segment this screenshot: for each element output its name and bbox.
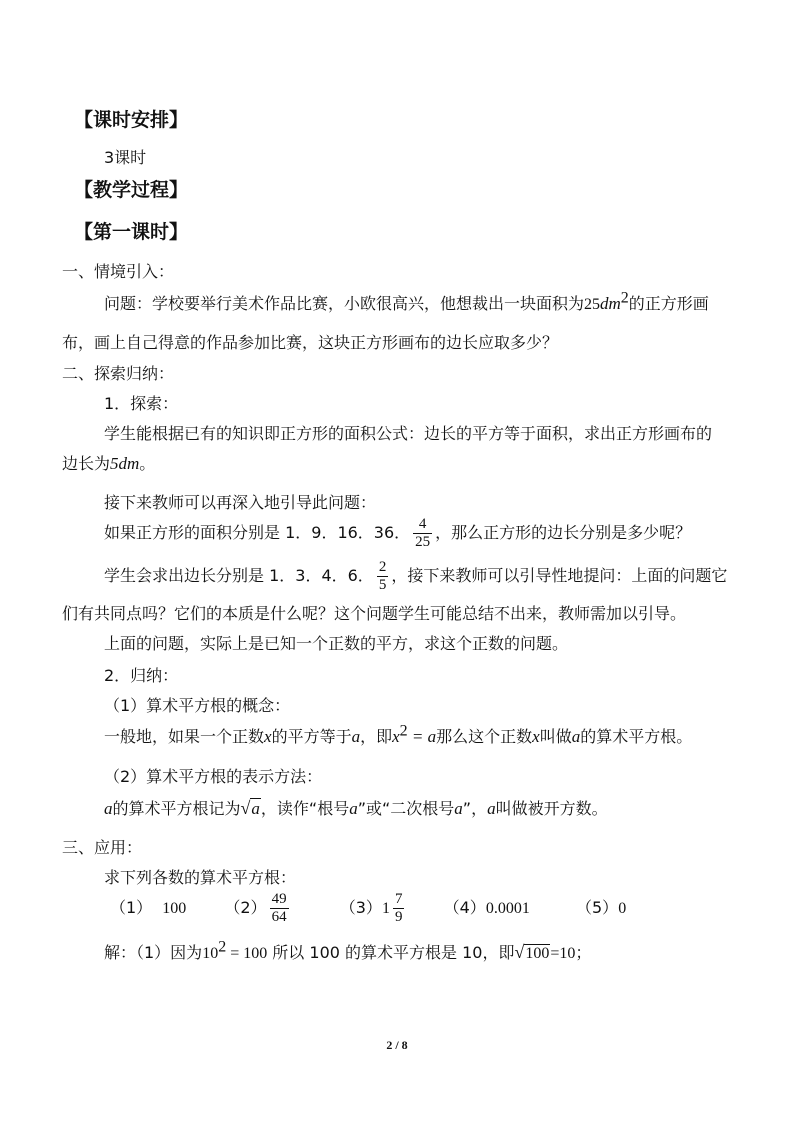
notation-paragraph — [104, 798, 608, 820]
concept-title: （1）算术平方根的概念： — [104, 696, 291, 715]
concept-text-d: 那么这个正数 — [436, 727, 533, 746]
fraction-numerator: 4 — [413, 516, 432, 534]
variable-x: x — [264, 727, 272, 746]
solution-exponent: 2 — [218, 938, 227, 956]
guide-text-b: ，那么正方形的边长分别是多少呢？ — [435, 523, 692, 542]
sqrt-a: √a — [240, 798, 260, 818]
answer-text-b: ，接下来教师可以引导性地提问：上面的问题它 — [391, 566, 728, 585]
equation-exponent: 2 — [399, 722, 408, 740]
explore-paragraph-line2 — [62, 454, 155, 474]
schedule-value: 3课时 — [104, 148, 147, 167]
fraction-7-9 — [393, 891, 405, 926]
section3-title: 三、应用： — [62, 838, 143, 857]
exercise-1 — [110, 898, 186, 917]
fraction-numerator: 7 — [394, 891, 403, 907]
intro-area-unit: dm — [600, 294, 621, 313]
heading-schedule: 【课时安排】 — [74, 109, 189, 131]
notation-text-d: ”， — [462, 799, 488, 818]
intro-paragraph-line2: 布，画上自己得意的作品参加比赛，这块正方形画布的边长应取多少？ — [62, 333, 559, 352]
exercise-3-label: （3） — [339, 898, 382, 917]
fraction-49-64 — [270, 891, 289, 926]
answer-paragraph-line2: 们有共同点吗？它们的本质是什么呢？这个问题学生可能总结不出来，教师需加以引导。 — [62, 604, 687, 623]
exercise-4-value: 0.0001 — [485, 900, 530, 917]
solution-equation-rest: = 100 — [226, 945, 268, 962]
exercise-4 — [444, 898, 530, 917]
radicand-100: 100 — [525, 945, 550, 962]
notation-text-c: ”或“二次根号 — [357, 799, 455, 818]
exercise-2-label: （2） — [224, 898, 267, 917]
intro-area-number: 25 — [584, 296, 601, 313]
explore-text-b: 。 — [139, 454, 156, 473]
notation-text-b: ，读作“根号 — [260, 799, 350, 818]
intro-paragraph-line1 — [104, 289, 709, 315]
solution-line — [104, 938, 592, 964]
concept-text-f: 的算术平方根。 — [580, 727, 693, 746]
page-number: 2 / 8 — [386, 1038, 408, 1052]
equation-x: x — [392, 727, 400, 746]
exercise-2 — [224, 891, 291, 925]
fraction-denominator: 64 — [271, 909, 287, 925]
fraction-denominator: 5 — [378, 577, 387, 593]
solution-text-b: 所以 100 的算术平方根是 10，即 — [267, 943, 515, 962]
variable-a: a — [454, 799, 463, 818]
answer-paragraph-line1 — [104, 558, 727, 594]
solution-text-c: =10； — [550, 945, 592, 962]
mixed-number-whole: 1 — [381, 900, 390, 917]
concept-text-a: 一般地，如果一个正数 — [104, 727, 265, 746]
summary-paragraph: 上面的问题，实际上是已知一个正数的平方，求这个正数的问题。 — [104, 634, 569, 653]
explore-text-a: 边长为 — [62, 454, 111, 473]
intro-text-a: 问题：学校要举行美术作品比赛，小欧很高兴，他想裁出一块面积为 — [104, 294, 585, 313]
guide-paragraph-line2 — [104, 515, 691, 551]
guide-paragraph-line1: 接下来教师可以再深入地引导此问题： — [104, 493, 377, 512]
exercise-5 — [576, 898, 626, 917]
exercise-1-value: 100 — [162, 900, 187, 917]
explore-side-length: 5dm — [110, 454, 140, 473]
notation-text-a: 的算术平方根记为 — [112, 799, 241, 818]
solution-base: 10 — [202, 945, 219, 962]
fraction-2-5 — [377, 559, 389, 594]
section1-title: 一、情境引入： — [62, 262, 175, 281]
variable-a: a — [104, 799, 113, 818]
sqrt-100: √100 — [514, 942, 550, 962]
concept-text-c: ，即 — [360, 727, 393, 746]
explore-paragraph-line1: 学生能根据已有的知识即正方形的面积公式：边长的平方等于面积，求出正方形画布的 — [104, 424, 713, 443]
exercise-list — [110, 890, 626, 927]
fraction-numerator: 2 — [378, 559, 387, 575]
concept-paragraph — [104, 722, 693, 747]
fraction-numerator: 49 — [271, 891, 287, 907]
heading-lesson1: 【第一课时】 — [74, 221, 189, 243]
guide-text-a: 如果正方形的面积分别是 1．9．16．36． — [104, 523, 411, 542]
exercise-5-value: 0 — [618, 900, 627, 917]
exercise-3 — [339, 891, 408, 925]
intro-area-exponent: 2 — [620, 289, 629, 307]
radicand-a: a — [251, 799, 260, 818]
variable-a: a — [349, 799, 358, 818]
intro-text-b: 的正方形画 — [628, 294, 709, 313]
explore-title: 1．探索： — [104, 394, 179, 413]
exercise-prompt: 求下列各数的算术平方根： — [104, 868, 297, 887]
heading-process: 【教学过程】 — [74, 179, 189, 201]
variable-x: x — [532, 727, 540, 746]
notation-text-e: 叫做被开方数。 — [495, 799, 608, 818]
concept-text-e: 叫做 — [539, 727, 572, 746]
section2-title: 二、探索归纳： — [62, 364, 175, 383]
fraction-denominator: 9 — [394, 909, 403, 925]
solution-text-a: 解：（1）因为 — [104, 943, 203, 962]
answer-text-a: 学生会求出边长分别是 1．3．4．6． — [104, 566, 374, 585]
concept-text-b: 的平方等于 — [271, 727, 352, 746]
equation-rest: = a — [407, 727, 437, 746]
exercise-1-label: （1） — [110, 898, 153, 917]
exercise-4-label: （4） — [443, 898, 486, 917]
notation-title: （2）算术平方根的表示方法： — [104, 767, 323, 786]
induct-title: 2．归纳： — [104, 666, 179, 685]
fraction-4-25 — [413, 516, 432, 551]
exercise-5-label: （5） — [576, 898, 619, 917]
variable-a: a — [571, 727, 581, 746]
variable-a: a — [351, 727, 361, 746]
variable-a: a — [487, 799, 496, 818]
fraction-denominator: 25 — [415, 534, 431, 550]
